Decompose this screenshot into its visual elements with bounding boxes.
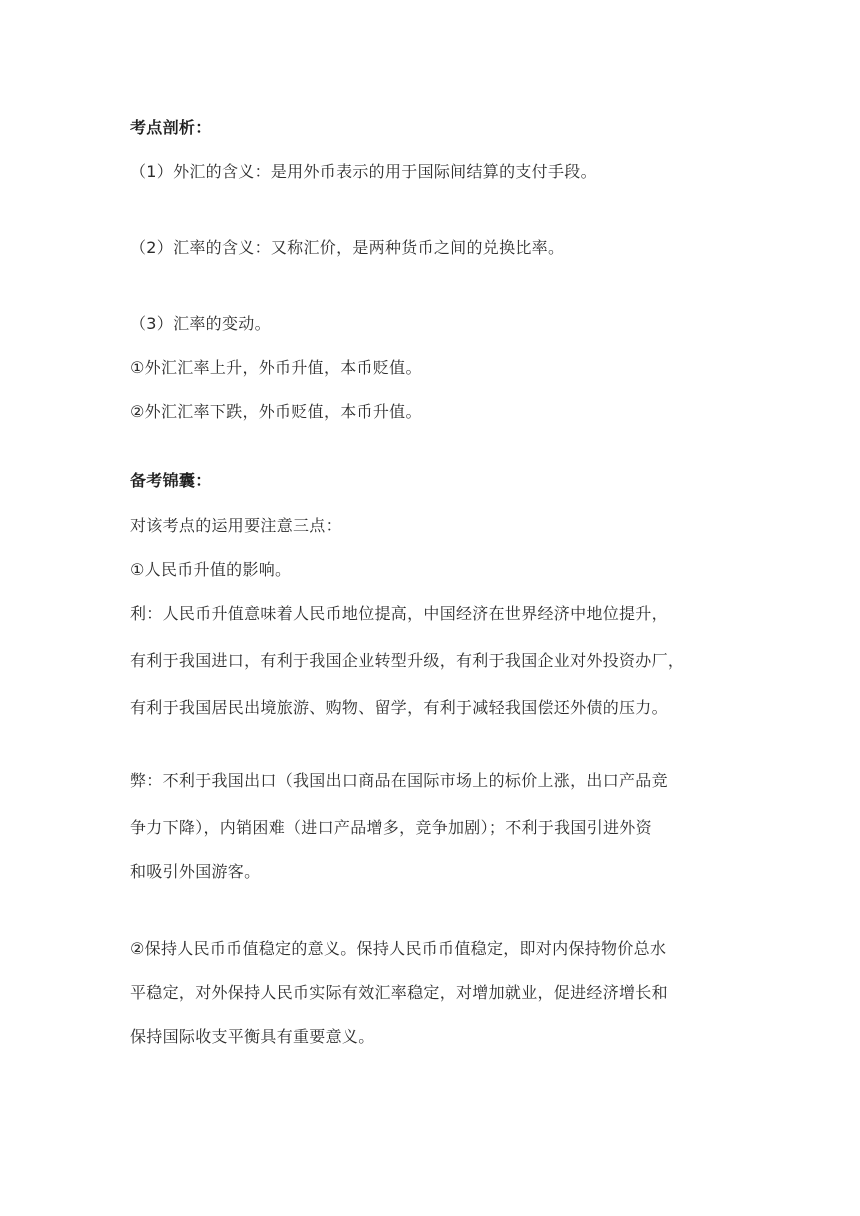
item-rate-change: （3）汇率的变动。 xyxy=(130,314,271,333)
stability-line: 平稳定，对外保持人民币实际有效汇率稳定，对增加就业，促进经济增长和 xyxy=(130,983,668,1002)
stability-line: 保持国际收支平衡具有重要意义。 xyxy=(130,1027,375,1046)
item-forex-definition: （1）外汇的含义：是用外币表示的用于国际间结算的支付手段。 xyxy=(130,162,597,181)
point-rmb-appreciation: ①人民币升值的影响。 xyxy=(130,560,292,579)
heading-analysis: 考点剖析： xyxy=(130,118,212,137)
advantage-line: 有利于我国进口，有利于我国企业转型升级，有利于我国企业对外投资办厂， xyxy=(130,651,685,670)
disadvantage-line: 争力下降），内销困难（进口产品增多，竞争加剧）；不利于我国引进外资 xyxy=(130,818,652,837)
advantage-line: 利：人民币升值意味着人民币地位提高，中国经济在世界经济中地位提升， xyxy=(130,604,668,623)
item-rate-fall: ②外汇汇率下跌，外币贬值，本币升值。 xyxy=(130,402,422,421)
advantage-line: 有利于我国居民出境旅游、购物、留学，有利于减轻我国偿还外债的压力。 xyxy=(130,698,668,717)
item-rate-definition: （2）汇率的含义：又称汇价，是两种货币之间的兑换比率。 xyxy=(130,238,565,257)
heading-tips: 备考锦囊： xyxy=(130,471,212,490)
disadvantage-line: 弊：不利于我国出口（我国出口商品在国际市场上的标价上涨，出口产品竞 xyxy=(130,771,668,790)
disadvantage-line: 和吸引外国游客。 xyxy=(130,862,261,881)
stability-line: ②保持人民币币值稳定的意义。保持人民币币值稳定，即对内保持物价总水 xyxy=(130,939,667,958)
item-rate-rise: ①外汇汇率上升，外币升值，本币贬值。 xyxy=(130,358,422,377)
tips-intro: 对该考点的运用要注意三点： xyxy=(130,516,342,535)
